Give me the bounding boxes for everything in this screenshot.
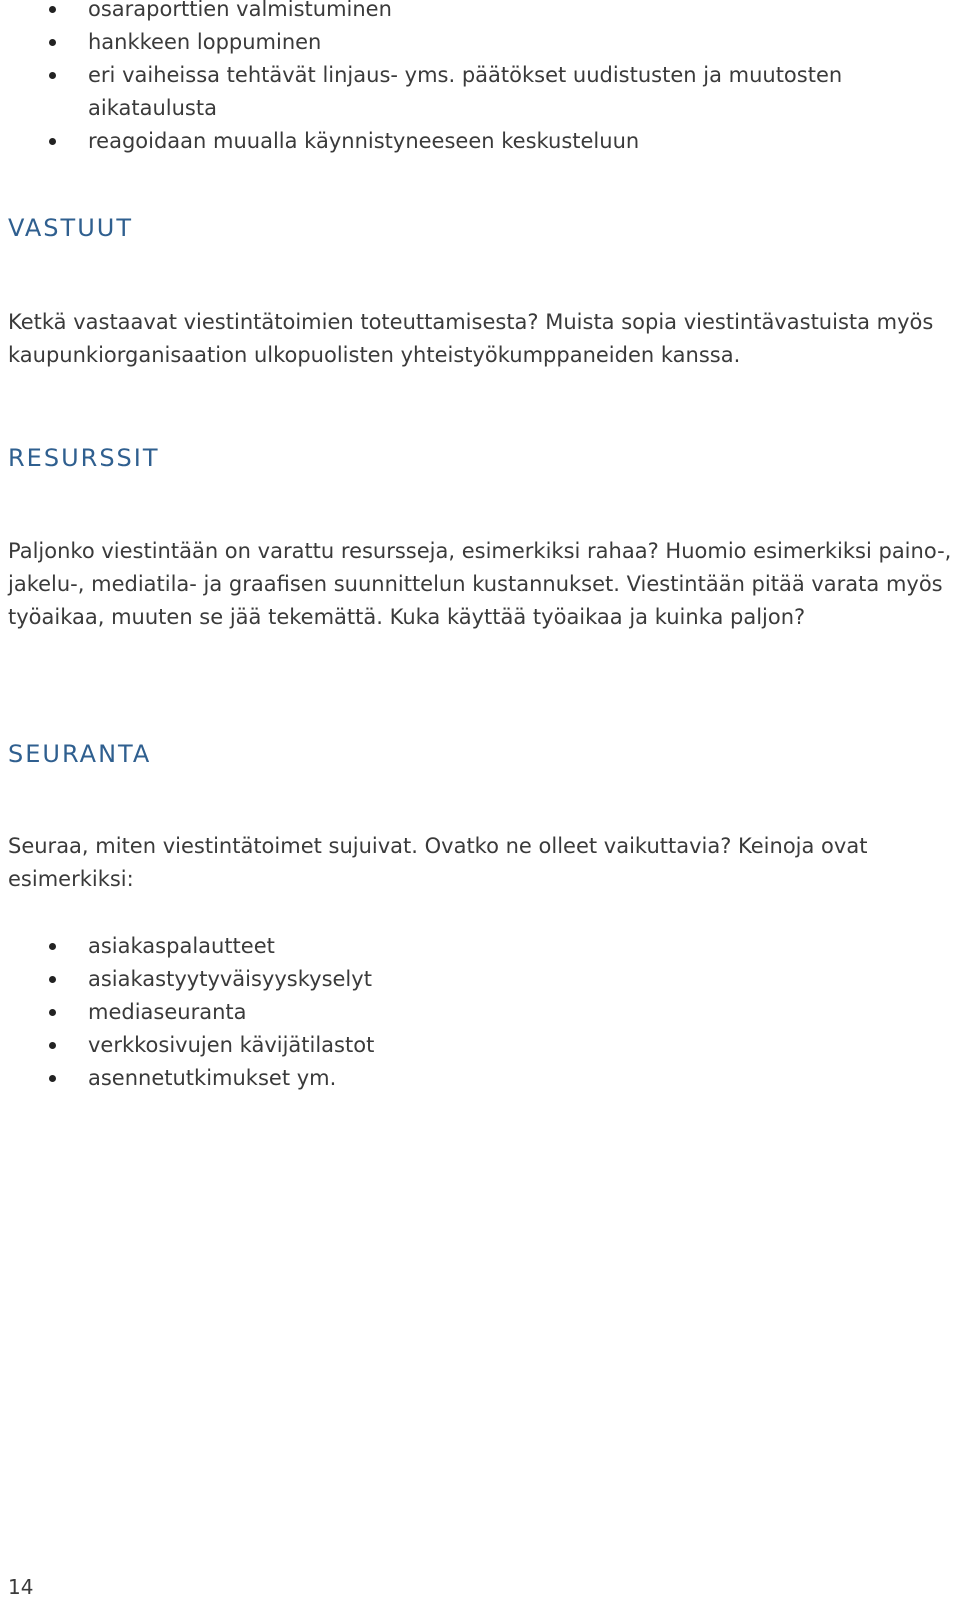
list-item	[0, 26, 940, 59]
list-item	[0, 963, 940, 996]
list-item	[0, 996, 940, 1029]
list-item	[0, 1029, 940, 1062]
list-item	[0, 1062, 940, 1095]
list-item	[0, 59, 940, 125]
page-number: 14	[8, 1575, 34, 1599]
list-item-text: asiakaspalautteet	[88, 934, 275, 958]
list-item-text: hankkeen loppuminen	[88, 30, 322, 54]
paragraph-vastuut: Ketkä vastaavat viestintätoimien toteuttamisesta? Muista sopia viestintävastuista myös kaupunkiorganisaation ulkopuolisten yhteistyökumppaneiden kanssa.	[8, 310, 934, 367]
bullet-icon	[49, 138, 56, 145]
paragraph-seuranta: Seuraa, miten viestintätoimet sujuivat. Ovatko ne olleet vaikuttavia? Keinoja ovat esimerkiksi:	[8, 834, 868, 891]
list-item-text: osaraporttien valmistuminen	[88, 0, 392, 21]
list-item-text: asiakastyytyväisyyskyselyt	[88, 967, 372, 991]
list-item-text: asennetutkimukset ym.	[88, 1066, 337, 1090]
list-item	[0, 125, 940, 158]
heading-resurssit: RESURSSIT	[8, 444, 160, 472]
bullet-icon	[49, 976, 56, 983]
seuranta-bullet-list	[0, 930, 940, 1095]
heading-vastuut: VASTUUT	[8, 214, 133, 242]
bullet-icon	[49, 39, 56, 46]
bullet-icon	[49, 1009, 56, 1016]
bullet-icon	[49, 72, 56, 79]
heading-seuranta: SEURANTA	[8, 740, 152, 768]
bullet-icon	[49, 1075, 56, 1082]
bullet-icon	[49, 943, 56, 950]
paragraph-resurssit: Paljonko viestintään on varattu resursseja, esimerkiksi rahaa? Huomio esimerkiksi paino-, jakelu-, mediatila- ja graafisen suunnittelun kustannukset. Viestintään pitää varata myös työaikaa, muuten se jää tekemättä. Kuka käyttää työaikaa ja kuinka paljon?	[8, 539, 952, 629]
list-item-text: eri vaiheissa tehtävät linjaus- yms. päätökset uudistusten ja muutosten aikataulusta	[88, 63, 843, 120]
list-item-text: verkkosivujen kävijätilastot	[88, 1033, 375, 1057]
bullet-icon	[49, 6, 56, 13]
list-item	[0, 0, 940, 26]
top-bullet-list	[0, 0, 940, 158]
list-item-text: mediaseuranta	[88, 1000, 247, 1024]
bullet-icon	[49, 1042, 56, 1049]
list-item-text: reagoidaan muualla käynnistyneeseen keskusteluun	[88, 129, 640, 153]
list-item	[0, 930, 940, 963]
